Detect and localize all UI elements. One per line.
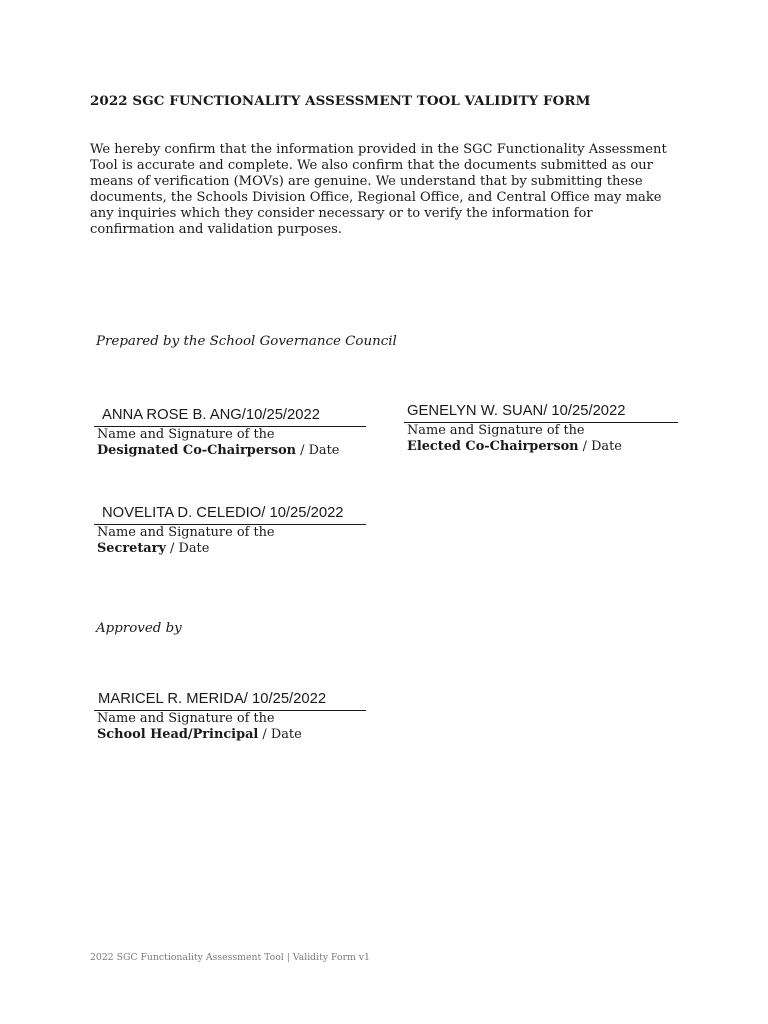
signature-block-designated (94, 404, 366, 459)
caption-role-line (97, 541, 366, 557)
approved-by-label: Approved by (96, 621, 182, 636)
signatory-name: MARICEL R. MERIDA/ 10/25/2022 (94, 688, 366, 711)
signature-block-principal (94, 688, 366, 743)
signatory-name: NOVELITA D. CELEDIO/ 10/25/2022 (94, 502, 366, 525)
signature-caption (94, 711, 366, 743)
caption-role-line (407, 439, 678, 455)
page-footer: 2022 SGC Functionality Assessment Tool | Validity Form v1 (90, 952, 370, 963)
role-label: Secretary (97, 541, 166, 556)
document-title: 2022 SGC FUNCTIONALITY ASSESSMENT TOOL VALIDITY FORM (90, 93, 591, 109)
role-label: Elected Co-Chairperson (407, 439, 579, 454)
signature-block-elected (404, 400, 678, 455)
paragraph-line: any inquiries which they consider necessary or to verify the information for (90, 206, 593, 221)
signature-caption (94, 525, 366, 557)
caption-prefix: Name and Signature of the (97, 711, 275, 726)
date-suffix: / Date (258, 727, 302, 742)
confirmation-paragraph (90, 142, 690, 238)
signature-caption (404, 423, 678, 455)
paragraph-line: documents, the Schools Division Office, Regional Office, and Central Office may make (90, 190, 662, 205)
date-suffix: / Date (165, 541, 210, 556)
date-suffix: / Date (578, 439, 622, 454)
signature-block-secretary (94, 502, 366, 557)
paragraph-line: means of verification (MOVs) are genuine. We understand that by submitting these (90, 174, 643, 189)
paragraph-line: confirmation and validation purposes. (90, 222, 342, 237)
paragraph-line: We hereby confirm that the information provided in the SGC Functionality Assessment (90, 142, 667, 157)
role-label: School Head/Principal (97, 727, 259, 742)
caption-prefix: Name and Signature of the (407, 423, 585, 438)
paragraph-line: Tool is accurate and complete. We also confirm that the documents submitted as our (90, 158, 653, 173)
caption-role-line (97, 443, 366, 459)
signatory-name: ANNA ROSE B. ANG/10/25/2022 (94, 404, 366, 427)
signature-caption (94, 427, 366, 459)
role-label: Designated Co-Chairperson (97, 443, 297, 458)
caption-prefix: Name and Signature of the (97, 525, 275, 540)
caption-role-line (97, 727, 366, 743)
caption-prefix: Name and Signature of the (97, 427, 275, 442)
prepared-by-label: Prepared by the School Governance Council (96, 334, 397, 349)
date-suffix: / Date (296, 443, 340, 458)
signatory-name: GENELYN W. SUAN/ 10/25/2022 (404, 400, 678, 423)
